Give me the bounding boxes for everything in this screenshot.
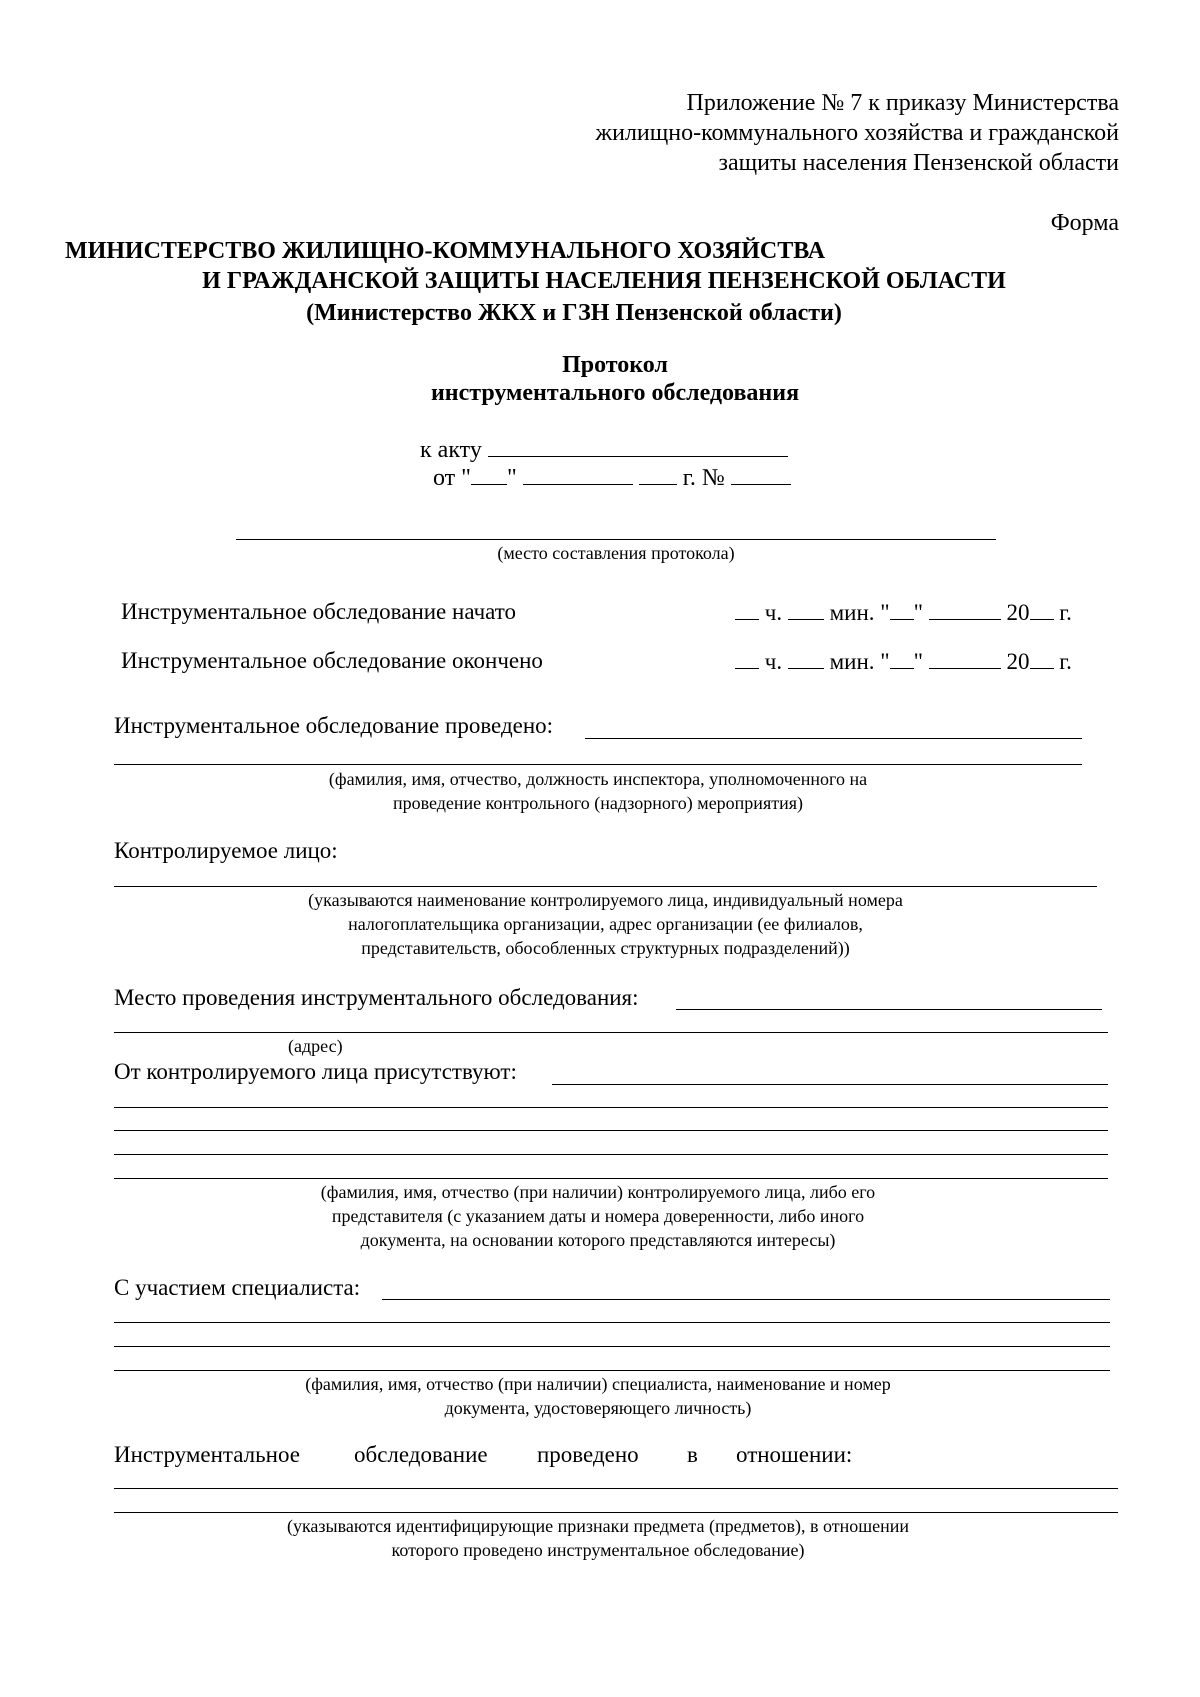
- specialist-field-line-1[interactable]: [382, 1299, 1110, 1300]
- ended-year-prefix: 20: [1006, 649, 1030, 674]
- ended-month-field[interactable]: [929, 648, 1001, 669]
- place-caption: (место составления протокола): [497, 543, 735, 563]
- location-field-line-1[interactable]: [676, 1009, 1102, 1010]
- act-ref-row: [420, 436, 788, 465]
- location-field-line-2[interactable]: [114, 1032, 1108, 1033]
- present-field-line-4[interactable]: [114, 1154, 1108, 1155]
- act-year-number-label: г. №: [682, 465, 725, 491]
- ended-quote: ": [913, 649, 924, 674]
- act-month-field[interactable]: [523, 464, 633, 485]
- present-field-line-1[interactable]: [552, 1084, 1108, 1085]
- ended-minutes-label: мин. ": [829, 649, 890, 674]
- act-date-row: [433, 464, 791, 493]
- ministry-line-3: (Министерство ЖКХ и ГЗН Пензенской области): [306, 300, 842, 326]
- started-minutes-field[interactable]: [788, 599, 824, 620]
- title-line-2: инструментального обследования: [430, 380, 800, 406]
- present-label: От контролируемого лица присутствуют:: [114, 1059, 517, 1084]
- regarding-field-line-2[interactable]: [114, 1512, 1118, 1513]
- act-number-field[interactable]: [488, 436, 788, 457]
- present-caption-1: (фамилия, имя, отчество (при наличии) контролируемого лица, либо его: [320, 1182, 876, 1202]
- ended-hours-label: ч.: [764, 649, 783, 674]
- started-label: Инструментальное обследование начато: [121, 599, 517, 624]
- title-line-1: Протокол: [562, 352, 668, 378]
- ministry-line-2: И ГРАЖДАНСКОЙ ЗАЩИТЫ НАСЕЛЕНИЯ ПЕНЗЕНСКОЙ ОБЛАСТИ: [202, 268, 1006, 294]
- controlled-field-line[interactable]: [114, 886, 1097, 887]
- present-field-line-5[interactable]: [114, 1178, 1108, 1179]
- specialist-field-line-4[interactable]: [114, 1370, 1110, 1371]
- specialist-label: С участием специалиста:: [114, 1275, 361, 1300]
- regarding-word-5: отношении:: [736, 1442, 853, 1467]
- conducted-field-line-2[interactable]: [114, 764, 1082, 765]
- present-caption-3: документа, на основании которого представляются интересы): [360, 1230, 836, 1250]
- conducted-label: Инструментальное обследование проведено:: [114, 713, 554, 738]
- regarding-word-4: в: [687, 1442, 698, 1467]
- appendix-line-1: Приложение № 7 к приказу Министерства: [686, 90, 1119, 116]
- started-day-field[interactable]: [890, 599, 914, 620]
- controlled-caption-3: представительств, обособленных структурных подразделений)): [361, 938, 850, 958]
- act-date-quote: ": [506, 465, 517, 491]
- ended-minutes-field[interactable]: [788, 648, 824, 669]
- specialist-caption-1: (фамилия, имя, отчество (при наличии) специалиста, наименование и номер: [305, 1374, 891, 1394]
- present-field-line-2[interactable]: [114, 1107, 1108, 1108]
- ended-hours-field[interactable]: [735, 648, 759, 669]
- regarding-word-3: проведено: [537, 1442, 639, 1467]
- regarding-caption-1: (указываются идентифицирующие признаки предмета (предметов), в отношении: [286, 1516, 910, 1536]
- started-hours-field[interactable]: [735, 599, 759, 620]
- ended-day-field[interactable]: [890, 648, 914, 669]
- location-label: Место проведения инструментального обследования:: [114, 985, 639, 1010]
- ended-year-field[interactable]: [1030, 648, 1054, 669]
- specialist-field-line-2[interactable]: [114, 1322, 1110, 1323]
- conducted-caption-2: проведение контрольного (надзорного) мероприятия): [392, 793, 803, 813]
- conducted-field-line-1[interactable]: [585, 738, 1082, 739]
- specialist-field-line-3[interactable]: [114, 1346, 1110, 1347]
- regarding-word-2: обследование: [354, 1442, 488, 1467]
- appendix-line-2: жилищно-коммунального хозяйства и гражданской: [595, 120, 1119, 146]
- controlled-caption-2: налогоплательщика организации, адрес организации (ее филиалов,: [348, 914, 863, 934]
- started-month-field[interactable]: [929, 599, 1001, 620]
- act-day-field[interactable]: [471, 464, 507, 485]
- act-year-field[interactable]: [639, 464, 677, 485]
- started-year-field[interactable]: [1030, 599, 1054, 620]
- present-field-line-3[interactable]: [114, 1130, 1108, 1131]
- conducted-caption-1: (фамилия, имя, отчество, должность инспектора, уполномоченного на: [328, 769, 868, 789]
- place-field-line[interactable]: [236, 539, 996, 540]
- started-hours-label: ч.: [764, 600, 783, 625]
- started-minutes-label: мин. ": [829, 600, 890, 625]
- to-act-label: к акту: [420, 437, 482, 463]
- ministry-line-1: МИНИСТЕРСТВО ЖИЛИЩНО-КОММУНАЛЬНОГО ХОЗЯЙСТВА: [64, 238, 826, 264]
- location-caption: (адрес): [288, 1036, 343, 1056]
- ended-time-row: [735, 648, 1072, 675]
- regarding-word-1: Инструментальное: [114, 1442, 300, 1467]
- regarding-field-line-1[interactable]: [114, 1488, 1118, 1489]
- started-quote: ": [913, 600, 924, 625]
- controlled-caption-1: (указываются наименование контролируемого лица, индивидуальный номера: [308, 890, 903, 910]
- ended-year-suffix: г.: [1059, 649, 1072, 674]
- regarding-caption-2: которого проведено инструментальное обследование): [391, 1540, 805, 1560]
- act-num-field[interactable]: [731, 464, 791, 485]
- started-year-prefix: 20: [1006, 600, 1030, 625]
- ended-label: Инструментальное обследование окончено: [121, 648, 543, 673]
- specialist-caption-2: документа, удостоверяющего личность): [444, 1398, 752, 1418]
- controlled-label: Контролируемое лицо:: [114, 838, 338, 863]
- act-date-prefix: от ": [433, 465, 471, 491]
- present-caption-2: представителя (с указанием даты и номера доверенности, либо иного: [331, 1206, 865, 1226]
- started-year-suffix: г.: [1059, 600, 1072, 625]
- appendix-line-3: защиты населения Пензенской области: [718, 150, 1119, 176]
- started-time-row: [735, 599, 1072, 626]
- form-label: Форма: [1050, 210, 1119, 236]
